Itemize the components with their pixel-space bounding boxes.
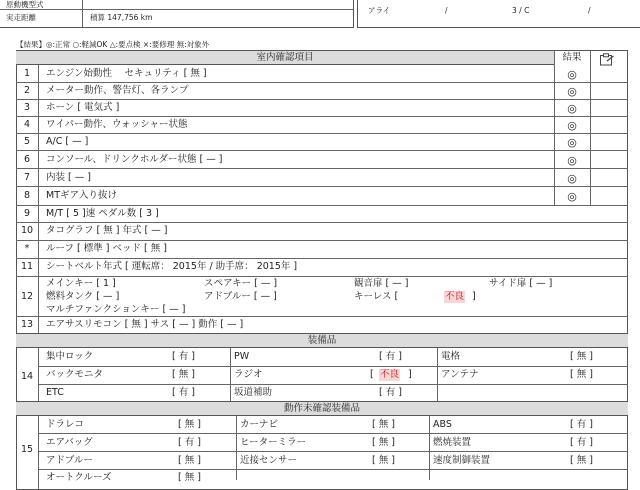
side-door-info: サイド扉 [ — ] (489, 278, 553, 289)
row-text: A/C [ — ] (46, 136, 89, 147)
air-suspension-info: エアサスリモコン [ 無 ] サス [ — ] 動作 [ — ] (46, 319, 244, 330)
divider (16, 186, 628, 187)
alignment-value-1: / (445, 6, 448, 15)
unconfirmed-value: [ 有 ] (178, 437, 201, 448)
row-number: 2 (23, 85, 31, 96)
row-text: メーター動作、警告灯、各ランプ (46, 85, 189, 96)
divider (590, 50, 591, 205)
row-text: 内装 [ — ] (46, 172, 91, 183)
engine-model-label: 原動機型式 (6, 0, 44, 9)
equipment-value: [ 有 ] (379, 351, 402, 362)
row-number: 3 (23, 102, 31, 113)
result-mark: ◎ (567, 172, 577, 185)
result-mark: ◎ (567, 119, 577, 132)
divider (38, 451, 628, 452)
divider (82, 0, 83, 28)
divider (38, 384, 628, 385)
divider (16, 205, 628, 206)
alignment-box (357, 0, 640, 28)
inspection-header-title: 室内確認項目 (256, 52, 314, 63)
equipment-value: [ 無 ] (570, 351, 593, 362)
row-number: 10 (20, 225, 34, 236)
unconfirmed-value: [ 無 ] (372, 455, 395, 466)
fuel-tank-info: 燃料タンク [ — ] (46, 291, 120, 302)
row-number: 14 (20, 371, 34, 382)
unconfirmed-label: 速度制御装置 (433, 455, 491, 466)
radio-bracket: [ (370, 369, 374, 380)
unconfirmed-label: ヒーターミラー (240, 437, 307, 448)
radio-status: 不良 (380, 369, 400, 380)
divider (437, 348, 438, 401)
main-key-info: メインキー [ 1 ] (46, 278, 116, 289)
row-number: 5 (23, 136, 31, 147)
spare-key-info: スペアキー [ — ] (204, 278, 278, 289)
result-mark: ◎ (567, 154, 577, 167)
result-mark: ◎ (567, 136, 577, 149)
unconfirmed-label: 燃焼装置 (433, 437, 472, 448)
equipment-value: [ 無 ] (172, 369, 195, 380)
unconfirmed-value: [ 有 ] (570, 419, 593, 430)
divider (230, 348, 231, 401)
row-number: 8 (23, 190, 31, 201)
result-header: 結果 (562, 52, 582, 63)
unconfirmed-value: [ 無 ] (570, 455, 593, 466)
unconfirmed-value: [ 無 ] (372, 437, 395, 448)
unconfirmed-header-title: 動作未確認装備品 (283, 403, 360, 414)
divider (16, 133, 628, 134)
divider (16, 240, 628, 241)
row-number: 11 (20, 261, 34, 272)
unconfirmed-label: ABS (433, 419, 452, 430)
divider (16, 116, 628, 117)
unconfirmed-label: アドブルー (46, 455, 93, 466)
equipment-label: バックモニタ (46, 369, 104, 380)
divider (0, 9, 354, 10)
keyless-status: 不良 (445, 291, 465, 302)
row-number: 1 (23, 68, 31, 79)
row-text: ホーン [ 電気式 ] (46, 102, 120, 113)
seatbelt-info: シートベルト年式 [ 運転席： 2015年 / 助手席： 2015年 ] (46, 261, 298, 272)
result-mark: ◎ (567, 190, 577, 203)
result-mark: ◎ (567, 85, 577, 98)
rear-door-info: 観音扉 [ — ] (354, 278, 409, 289)
divider (16, 168, 628, 169)
equipment-label: ラジオ (234, 369, 263, 380)
unconfirmed-label: エアバッグ (46, 437, 93, 448)
divider (236, 416, 237, 480)
unconfirmed-label: オートクルーズ (46, 472, 112, 483)
divider (16, 222, 628, 223)
alignment-value-2: 3 / C (512, 6, 530, 15)
unconfirmed-value: [ 無 ] (372, 419, 395, 430)
row-number: 15 (20, 444, 34, 455)
unconfirmed-value: [ 有 ] (570, 437, 593, 448)
divider (16, 82, 628, 83)
unconfirmed-value: [ 無 ] (178, 419, 201, 430)
divider (429, 416, 430, 480)
row-text: ワイパー動作、ウォッシャー状態 (46, 119, 188, 130)
equipment-value: [ 無 ] (570, 369, 593, 380)
divider (16, 276, 628, 277)
mileage-label: 実走距離 (6, 13, 36, 22)
row-number: 6 (23, 154, 31, 165)
multifunction-key-info: マルチファンクションキー [ — ] (46, 304, 186, 315)
tachograph-info: タコグラフ [ 無 ] 年式 [ — ] (46, 225, 168, 236)
divider (38, 65, 39, 490)
keyless-label: キーレス [ (354, 291, 399, 302)
equipment-label: 集中ロック (46, 351, 94, 362)
unconfirmed-value: [ 無 ] (178, 455, 201, 466)
divider (38, 469, 628, 470)
adblue-info: アドブルー [ — ] (204, 291, 277, 302)
unconfirmed-label: カーナビ (240, 419, 279, 430)
row-number: 7 (23, 172, 31, 183)
clipboard-icon (599, 51, 615, 70)
equipment-value: [ 有 ] (172, 351, 195, 362)
divider (16, 150, 628, 151)
equipment-header-title: 装備品 (307, 335, 337, 346)
equipment-label: アンテナ (441, 369, 479, 380)
alignment-label: アライ (368, 6, 391, 15)
divider (38, 433, 628, 434)
row-number: 4 (23, 119, 31, 130)
row-text: コンソール、ドリンクホルダー状態 [ — ] (46, 154, 223, 165)
roof-bed-info: ルーフ [ 標準 ] ベッド [ 無 ] (46, 243, 167, 254)
unconfirmed-label: ドラレコ (46, 419, 85, 430)
alignment-value-3: / (588, 6, 591, 15)
row-number: 13 (20, 319, 34, 330)
divider (16, 258, 628, 259)
row-text: MTギア入り抜け (46, 190, 117, 201)
result-mark: ◎ (567, 68, 577, 81)
result-mark: ◎ (567, 102, 577, 115)
divider (16, 99, 628, 100)
top-info-box (0, 0, 354, 28)
equipment-label: 電格 (441, 351, 461, 362)
equipment-label: 坂道補助 (234, 387, 273, 398)
row-number: 12 (20, 291, 34, 302)
unconfirmed-value: [ 無 ] (178, 472, 201, 483)
equipment-value: [ 有 ] (379, 387, 402, 398)
divider (38, 366, 628, 367)
equipment-label: ETC (46, 387, 64, 398)
divider (16, 316, 628, 317)
transmission-info: M/T [ 5 ]速 ペダル数 [ 3 ] (46, 208, 159, 219)
row-number: * (24, 243, 30, 254)
equipment-value: [ 有 ] (172, 387, 195, 398)
row-text: エンジン始動性 セキュリティ [ 無 ] (46, 68, 207, 79)
row-number: 9 (23, 208, 31, 219)
result-legend: 【結果】◎:正常 ○:軽減OK △:要点検 ×:要修理 無:対象外 (16, 40, 210, 49)
unconfirmed-label: 近接センサー (240, 455, 298, 466)
equipment-label: PW (234, 351, 250, 362)
radio-bracket-close: ] (408, 369, 412, 380)
mileage-value: 積算 147,756 km (90, 13, 153, 22)
keyless-close: ] (472, 291, 476, 302)
